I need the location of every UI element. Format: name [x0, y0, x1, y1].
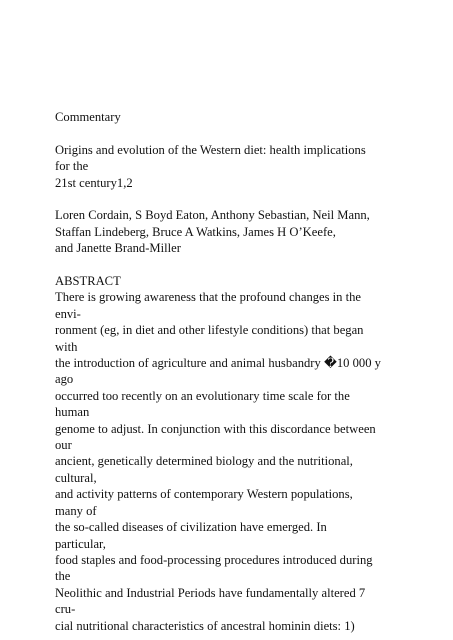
- abstract-line: the so-called diseases of civilization have emerged. In: [55, 520, 327, 535]
- abstract-line: cru-: [55, 602, 76, 617]
- author-line: Staffan Lindeberg, Bruce A Watkins, James H O’Keefe,: [55, 224, 336, 239]
- abstract-line: envi-: [55, 306, 81, 321]
- abstract-line: human: [55, 405, 90, 420]
- abstract-line: particular,: [55, 536, 106, 551]
- abstract-heading: ABSTRACT: [55, 274, 121, 289]
- document-body: [55, 109, 440, 634]
- spacer: [55, 125, 440, 141]
- abstract-line: ago: [55, 372, 74, 387]
- section-label: Commentary: [55, 110, 121, 124]
- spacer: [55, 257, 440, 273]
- abstract-line: our: [55, 438, 72, 453]
- abstract-line: There is growing awareness that the profound changes in the: [55, 290, 362, 305]
- abstract-line: and activity patterns of contemporary Western populations,: [55, 487, 353, 502]
- abstract-line: cultural,: [55, 470, 97, 485]
- abstract-text: [55, 289, 440, 634]
- author-line: and Janette Brand-Miller: [55, 241, 181, 256]
- spacer: [55, 191, 440, 207]
- abstract-line: many of: [55, 503, 97, 518]
- author-line: Loren Cordain, S Boyd Eaton, Anthony Sebastian, Neil Mann,: [55, 208, 370, 223]
- abstract-line: Neolithic and Industrial Periods have fundamentally altered 7: [55, 585, 366, 600]
- title-line: Origins and evolution of the Western diet: health implications: [55, 142, 366, 157]
- abstract-line: the: [55, 569, 71, 584]
- abstract-line: cial nutritional characteristics of ancestral hominin diets: 1): [55, 618, 355, 633]
- title-line: for the: [55, 159, 89, 174]
- author-list: [55, 207, 440, 256]
- abstract-line: the introduction of agriculture and animal husbandry �10 000 y: [55, 356, 381, 371]
- article-title: [55, 142, 440, 191]
- abstract-line: ancient, genetically determined biology and the nutritional,: [55, 454, 353, 469]
- title-line: 21st century1,2: [55, 175, 133, 190]
- abstract-line: with: [55, 339, 78, 354]
- abstract-line: food staples and food-processing procedures introduced during: [55, 552, 373, 567]
- abstract-line: genome to adjust. In conjunction with this discordance between: [55, 421, 376, 436]
- abstract-line: ronment (eg, in diet and other lifestyle conditions) that began: [55, 323, 364, 338]
- abstract-line: occurred too recently on an evolutionary time scale for the: [55, 388, 350, 403]
